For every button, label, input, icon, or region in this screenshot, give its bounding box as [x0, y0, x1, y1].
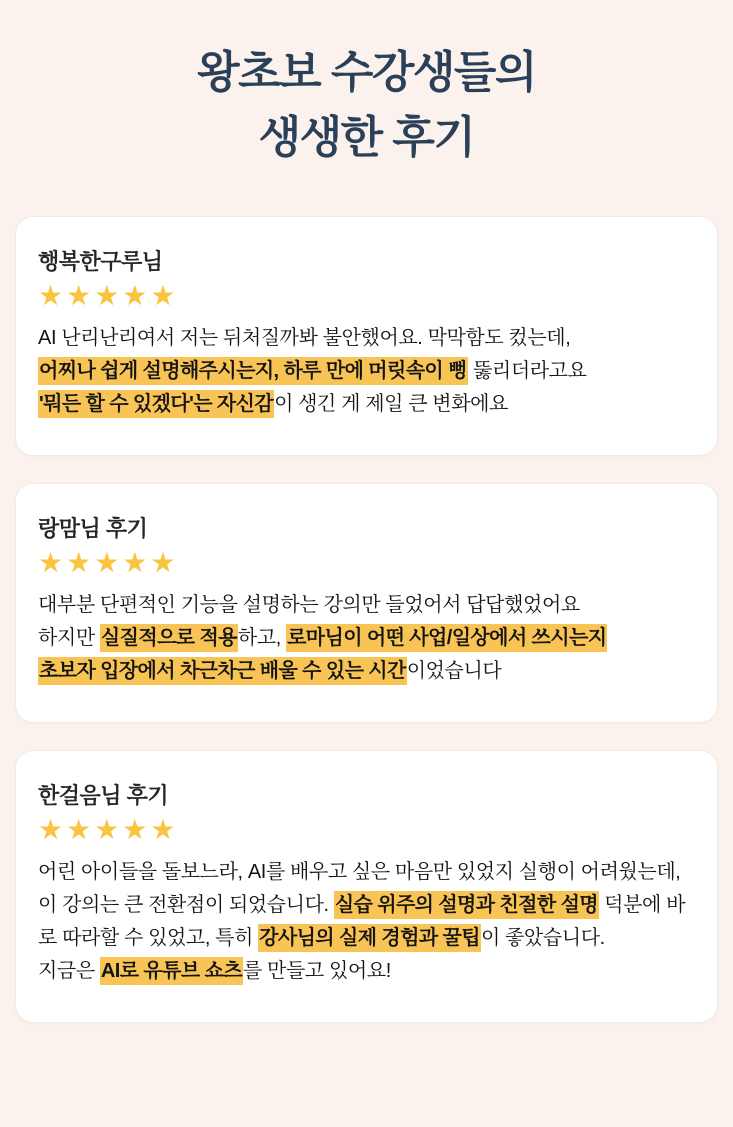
review-text-segment: 이 생긴 게 제일 큰 변화에요 [274, 393, 508, 416]
review-line [38, 655, 695, 688]
review-text [38, 322, 695, 421]
star-rating: ★★★★★ [38, 547, 179, 579]
review-text-segment: 하지만 [38, 627, 100, 650]
review-text-segment: 뚫리더라고요 [467, 360, 587, 383]
review-line [38, 889, 695, 922]
review-text-segment: 하고, [237, 627, 287, 650]
review-highlighted-text: 로마님이 어떤 사업/일상에서 쓰시는지 [286, 624, 607, 652]
star-rating: ★★★★★ [38, 280, 179, 312]
review-text-segment: 로 따라할 수 있었고, 특히 [38, 927, 259, 950]
reviewer-name: 한걸음님 후기 [38, 783, 169, 809]
review-line [38, 856, 695, 889]
review-line [38, 922, 695, 955]
review-highlighted-text: AI로 유튜브 쇼츠 [100, 957, 243, 985]
review-highlighted-text: '뭐든 할 수 있겠다'는 자신감 [38, 390, 274, 418]
review-text-segment: 이었습니다 [406, 660, 502, 683]
review-highlighted-text: 실습 위주의 설명과 친절한 설명 [334, 891, 599, 919]
page-title-line-1: 왕초보 수강생들의 [197, 48, 536, 97]
review-text-segment: 를 만들고 있어요! [242, 960, 391, 983]
review-line [38, 955, 695, 988]
review-highlighted-text: 실질적으로 적용 [100, 624, 238, 652]
page-title [0, 40, 733, 170]
review-text-segment: 어린 아이들을 돌보느라, AI를 배우고 싶은 마음만 있었지 실행이 어려웠는데, [38, 861, 681, 884]
review-highlighted-text: 강사님의 실제 경험과 꿀팁 [258, 924, 481, 952]
page-title-line-2: 생생한 후기 [258, 113, 475, 163]
review-line [38, 388, 695, 421]
review-text [38, 589, 695, 688]
review-line [38, 622, 695, 655]
review-highlighted-text: 어찌나 쉽게 설명해주시는지, 하루 만에 머릿속이 뻥 [38, 357, 468, 385]
review-text-segment: 지금은 [38, 960, 100, 983]
reviewer-name: 랑맘님 후기 [38, 516, 148, 542]
review-text [38, 856, 695, 988]
review-card [15, 750, 718, 1023]
review-card-list [15, 216, 718, 1023]
star-rating: ★★★★★ [38, 814, 179, 846]
testimonial-page [0, 40, 733, 1023]
review-line [38, 322, 695, 355]
review-text-segment: 이 좋았습니다. [480, 927, 605, 950]
review-text-segment: AI 난리난리여서 저는 뒤처질까봐 불안했어요. 막막함도 컸는데, [38, 327, 571, 350]
review-text-segment: 이 강의는 큰 전환점이 되었습니다. [38, 894, 334, 917]
review-line [38, 355, 695, 388]
reviewer-name: 행복한구루님 [38, 249, 163, 275]
review-highlighted-text: 초보자 입장에서 차근차근 배울 수 있는 시간 [38, 657, 407, 685]
review-card [15, 216, 718, 456]
review-line [38, 589, 695, 622]
review-card [15, 483, 718, 723]
review-text-segment: 대부분 단편적인 기능을 설명하는 강의만 들었어서 답답했었어요 [38, 594, 580, 617]
review-text-segment: 덕분에 바 [599, 894, 686, 917]
